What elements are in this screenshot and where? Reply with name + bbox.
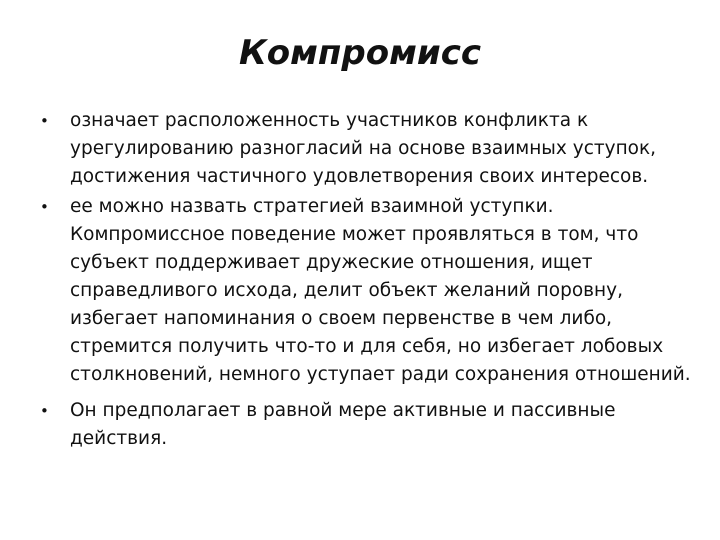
bullet-list xyxy=(40,107,700,455)
bullet-icon: • xyxy=(40,402,49,420)
bullet-item-3 xyxy=(40,397,700,453)
bullet-item-1 xyxy=(40,107,700,191)
bullet-text-3: Он предполагает в равной мере активные и пассивные действия. xyxy=(70,400,616,449)
bullet-icon: • xyxy=(40,112,49,130)
bullet-icon: • xyxy=(40,198,49,216)
slide-title: Компромисс xyxy=(238,33,482,73)
bullet-text-2: ее можно назвать стратегией взаимной уступки. Компромиссное поведение может проявляться в том, что субъект поддерживает дружеские отношения, ищет справедливого исхода, делит объект желаний поровну, избегает напоминания о своем первенстве в чем либо, стремится получить что-то и для себя, но избегает лобовых столкновений, немного уступает ради сохранения отношений. xyxy=(70,196,691,385)
bullet-text-1: означает расположенность участников конфликта к урегулированию разногласий на основе взаимных уступок, достижения частичного удовлетворения своих интересов. xyxy=(70,110,657,187)
bullet-item-2 xyxy=(40,193,700,389)
